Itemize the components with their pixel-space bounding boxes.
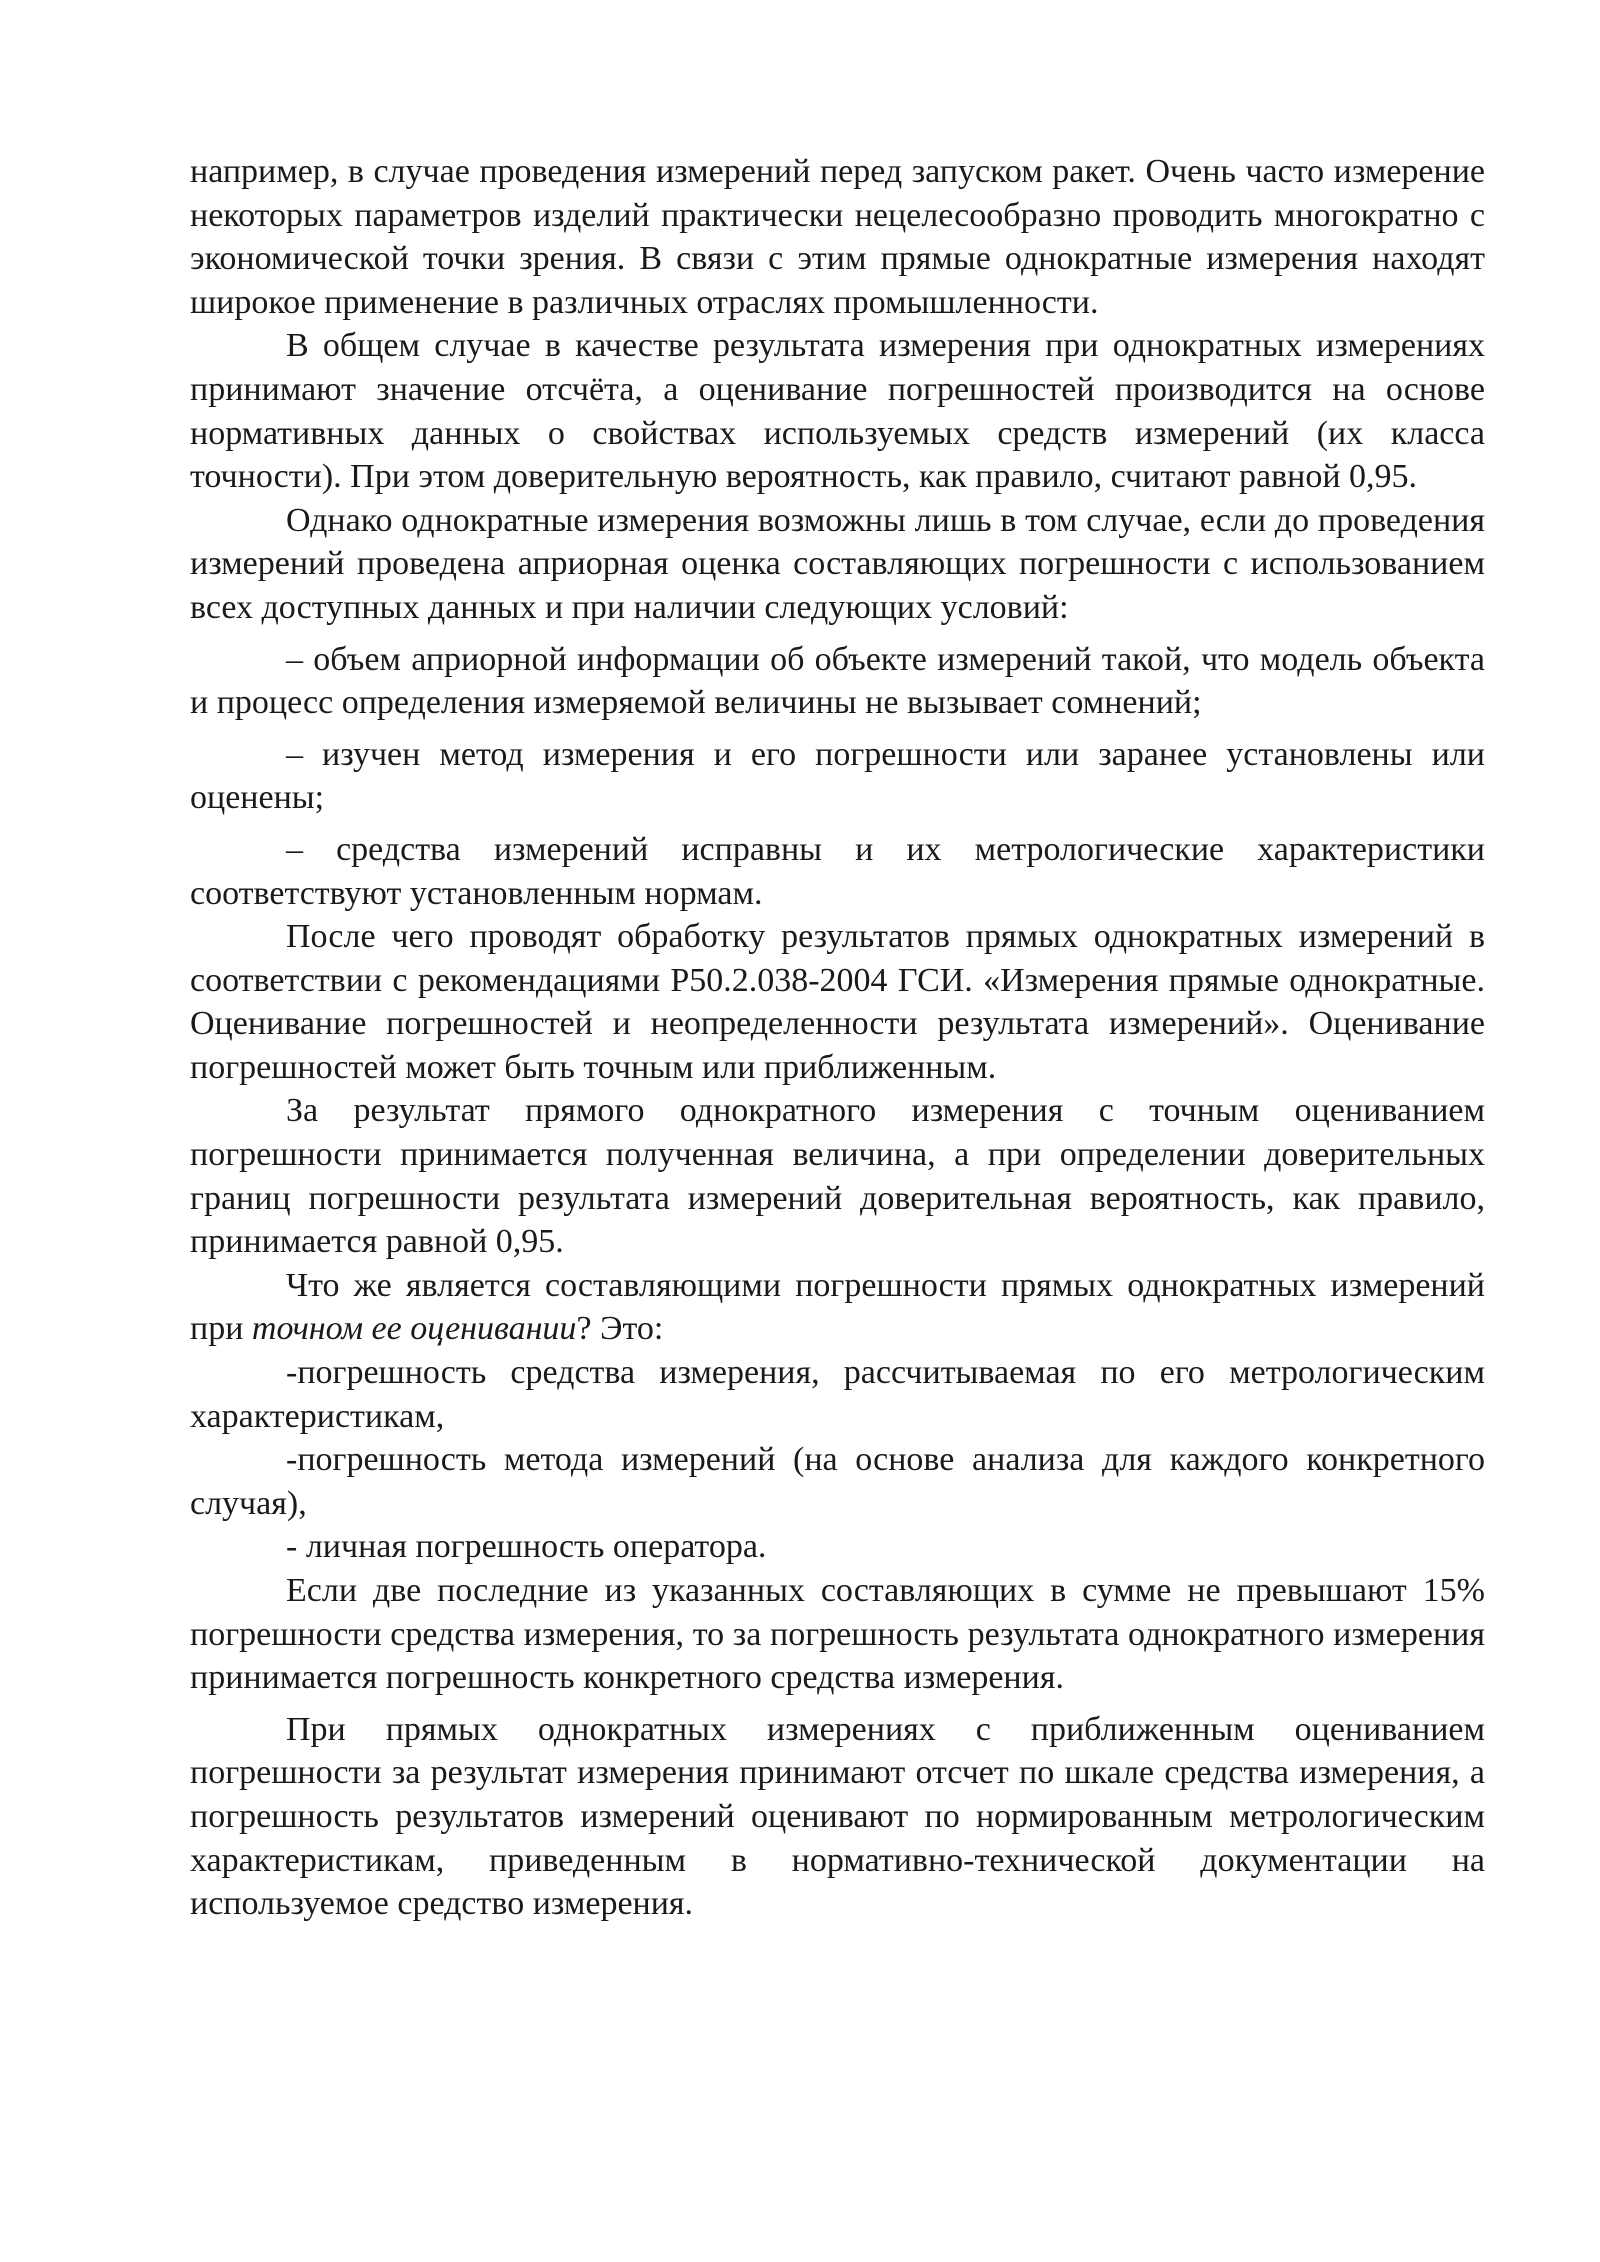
list-item-component-2: -погрешность метода измерений (на основе анализа для каждого конкретного случая), <box>190 1441 1485 1522</box>
question-italic-phrase: точном ее оценивании <box>251 1310 577 1348</box>
paragraph-processing: После чего проводят обработку результатов прямых однократных измерений в соответствии с рекомендациями Р50.2.038-2004 ГСИ. «Измерения прямые однократные. Оценивание погрешностей и неопределенности результата измерений». Оценивание погрешностей может быть точным или приближенным. <box>190 918 1485 1086</box>
paragraph-continuation: например, в случае проведения измерений перед запуском ракет. Очень часто измерение некоторых параметров изделий практически нецелесообразно проводить многократно с экономической точки зрения. В связи с этим прямые однократные измерения находят широкое применение в различных отраслях промышленности. <box>190 153 1485 321</box>
question-text-after: ? Это: <box>576 1310 664 1348</box>
list-item-condition-2: – изучен метод измерения и его погрешности или заранее установлены или оценены; <box>190 735 1485 817</box>
paragraph-conditions-intro: Однако однократные измерения возможны лишь в том случае, если до проведения измерений проведена априорная оценка составляющих погрешности с использованием всех доступных данных и при наличии следующих условий: <box>190 501 1485 626</box>
paragraph-fifteen-percent: Если две последние из указанных составляющих в сумме не превышают 15% погрешности средства измерения, то за погрешность результата однократного измерения принимается погрешность конкретного средства измерения. <box>190 1572 1485 1697</box>
list-item-condition-3: – средства измерений исправны и их метрологические характеристики соответствуют установленным нормам. <box>190 830 1485 912</box>
question-text-before: Что же является составляющими погрешности прямых однократных измерений при <box>190 1266 1485 1348</box>
paragraph-approximate-estimation: При прямых однократных измерениях с приближенным оцениванием погрешности за результат измерения принимают отсчет по шкале средства измерения, а погрешность результатов измерений оценивают по нормированным метрологическим характеристикам, приведенным в нормативно-технической документации на используемое средство измерения. <box>190 1710 1485 1923</box>
paragraph-exact-estimation: За результат прямого однократного измерения с точным оцениванием погрешности принимается полученная величина, а при определении доверительных границ погрешности результата измерений доверительная вероятность, как правило, принимается равной 0,95. <box>190 1092 1485 1261</box>
list-item-condition-1: – объем априорной информации об объекте измерений такой, что модель объекта и процесс определения измеряемой величины не вызывает сомнений; <box>190 640 1485 722</box>
paragraph-components-question <box>190 1264 1485 1351</box>
paragraph-single-measurement-result: В общем случае в качестве результата измерения при однократных измерениях принимают значение отсчёта, а оценивание погрешностей производится на основе нормативных данных о свойствах используемых средств измерений (их класса точности). При этом доверительную вероятность, как правило, считают равной 0,95. <box>190 327 1485 496</box>
document-page <box>190 150 1485 1926</box>
list-item-component-1: -погрешность средства измерения, рассчитываемая по его метрологическим характеристикам, <box>190 1354 1485 1435</box>
list-item-component-3: - личная погрешность оператора. <box>286 1528 767 1566</box>
